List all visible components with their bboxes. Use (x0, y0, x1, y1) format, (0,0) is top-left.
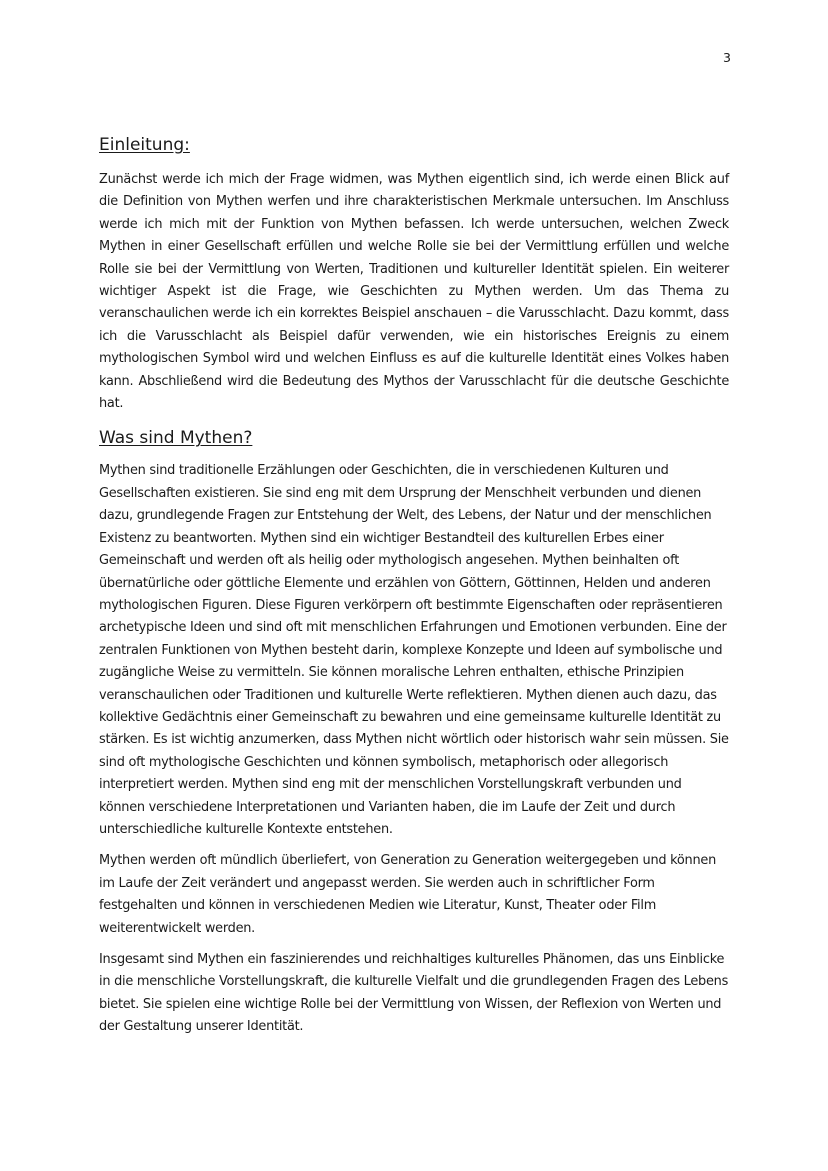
mythen-paragraph-2: Mythen werden oft mündlich überliefert, von Generation zu Generation weitergegeben und können im Laufe der Zeit verändert und angepasst werden. Sie werden auch in schriftlicher Form festgehalten und können in verschiedenen Medien wie Literatur, Kunst, Theater oder Film weiterentwickelt werden. (99, 853, 717, 936)
mythen-paragraph-1: Mythen sind traditionelle Erzählungen oder Geschichten, die in verschiedenen Kulturen und Gesellschaften existieren. Sie sind eng mit dem Ursprung der Menschheit verbunden und dienen dazu, grundlegende Fragen zur Entstehung der Welt, des Lebens, der Natur und der menschlichen Existenz zu beantworten. Mythen sind ein wichtiger Bestandteil des kulturellen Erbes einer Gemeinschaft und werden oft als heilig oder mythologisch angesehen. Mythen beinhalten oft übernatürliche oder göttliche Elemente und erzählen von Göttern, Göttinnen, Helden und anderen mythologischen Figuren. Diese Figuren verkörpern oft bestimmte Eigenschaften oder repräsentieren archetypische Ideen und sind oft mit menschlichen Erfahrungen und Emotionen verbunden. Eine der zentralen Funktionen von Mythen besteht darin, komplexe Konzepte und Ideen auf symbolische und zugängliche Weise zu vermitteln. Sie können moralische Lehren enthalten, ethische Prinzipien veranschaulichen oder Traditionen und kulturelle Werte reflektieren. Mythen dienen auch dazu, das kollektive Gedächtnis einer Gemeinschaft zu bewahren und eine gemeinsame kulturelle Identität zu stärken. Es ist wichtig anzumerken, dass Mythen nicht wörtlich oder historisch wahr sein müssen. Sie sind oft mythologische Geschichten und können symbolisch, metaphorisch oder allegorisch interpretiert werden. Mythen sind eng mit der menschlichen Vorstellungskraft verbunden und können verschiedene Interpretationen und Varianten haben, die im Laufe der Zeit und durch unterschiedliche kulturelle Kontexte entstehen. (99, 463, 729, 837)
mythen-paragraph-3: Insgesamt sind Mythen ein faszinierendes und reichhaltiges kulturelles Phänomen, das uns Einblicke in die menschliche Vorstellungskraft, die kulturelle Vielfalt und die grundlegenden Fragen des Lebens bietet. Sie spielen eine wichtige Rolle bei der Vermittlung von Wissen, der Reflexion von Werten und der Gestaltung unserer Identität. (99, 952, 729, 1035)
page-content (99, 133, 729, 1039)
section-heading-was-sind-mythen: Was sind Mythen? (99, 428, 253, 449)
einleitung-paragraph: Zunächst werde ich mich der Frage widmen, was Mythen eigentlich sind, ich werde einen Blick auf die Definition von Mythen werfen und ihre charakteristischen Merkmale untersuchen. Im Anschluss werde ich mich mit der Funktion von Mythen befassen. Ich werde untersuchen, welchen Zweck Mythen in einer Gesellschaft erfüllen und welche Rolle sie bei der Vermittlung erfüllen und welche Rolle sie bei der Vermittlung von Werten, Traditionen und kultureller Identität spielen. Ein weiterer wichtiger Aspekt ist die Frage, wie Geschichten zu Mythen werden. Um das Thema zu veranschaulichen werde ich ein korrektes Beispiel anschauen – die Varusschlacht. Dazu kommt, dass ich die Varusschlacht als Beispiel dafür verwenden, wie ein historisches Ereignis zu einem mythologischen Symbol wird und welchen Einfluss es auf die kulturelle Identität eines Volkes haben kann. Abschließend wird die Bedeutung des Mythos der Varusschlacht für die deutsche Geschichte hat. (99, 172, 729, 412)
section-heading-einleitung: Einleitung: (99, 135, 190, 155)
page-number: 3 (723, 50, 731, 65)
